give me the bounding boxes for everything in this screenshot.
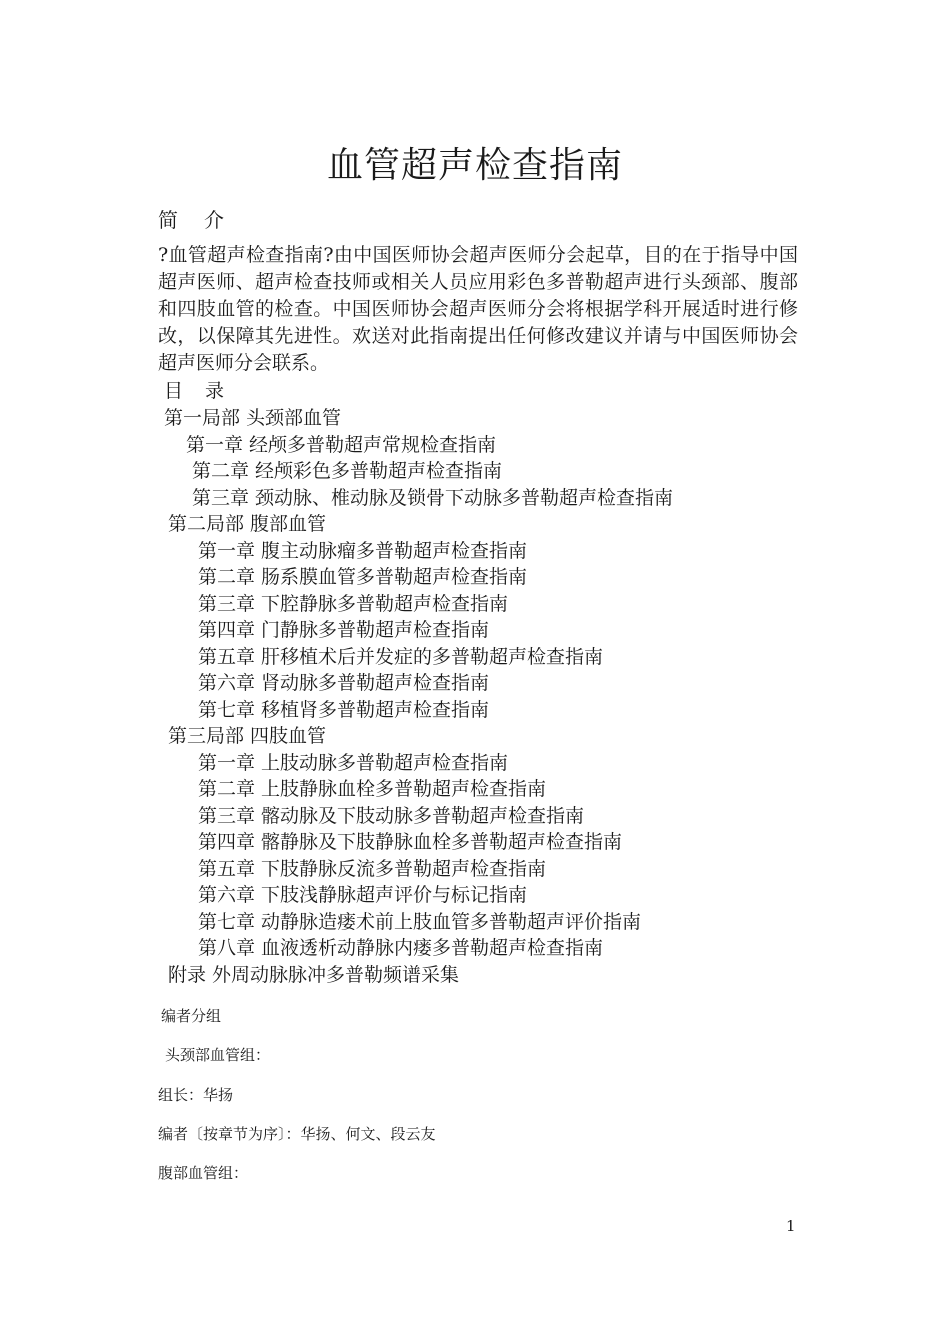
toc-chapter-num: 第五章 [198,858,256,880]
toc-part-3 [168,723,326,749]
intro-heading [158,206,224,234]
toc-chapter-title: 移植肾多普勒超声检查指南 [261,699,490,721]
toc-chapter-title: 门静脉多普勒超声检查指南 [261,619,490,641]
toc-chapter-num: 第六章 [198,884,256,906]
toc-chapter [198,591,508,617]
toc-chapter-title: 下肢静脉反流多普勒超声检查指南 [261,858,547,880]
toc-chapter-num: 第二章 [198,566,256,588]
toc-chapter-num: 第二章 [198,778,256,800]
toc-part-label: 第三局部 [168,725,245,747]
toc-chapter-title: 经颅多普勒超声常规检查指南 [249,434,497,456]
toc-chapter [198,909,641,935]
toc-chapter-num: 第五章 [198,646,256,668]
toc-appendix-label: 附录 [168,964,207,986]
toc-part-title: 四肢血管 [250,725,327,747]
toc-chapter [198,564,527,590]
toc-chapter [198,644,603,670]
toc-chapter-title: 动静脉造瘘术前上肢血管多普勒超声评价指南 [261,911,642,933]
toc-chapter-num: 第一章 [198,752,256,774]
toc-appendix [168,962,459,988]
toc-part-title: 头颈部血管 [246,407,342,429]
abdomen-group-label: 腹部血管组： [158,1164,249,1182]
toc-part-2 [168,511,326,537]
toc-chapter-num: 第二章 [192,460,250,482]
toc-chapter-title: 血液透析动静脉内瘘多普勒超声检查指南 [261,937,604,959]
toc-chapter-title: 下腔静脉多普勒超声检查指南 [261,593,509,615]
toc-chapter-title: 颈动脉、椎动脉及锁骨下动脉多普勒超声检查指南 [255,487,674,509]
editors-heading: 编者分组 [161,1007,222,1025]
toc-chapter [198,750,508,776]
toc-chapter-title: 上肢静脉血栓多普勒超声检查指南 [261,778,547,800]
toc-chapter-title: 腹主动脉瘤多普勒超声检查指南 [261,540,528,562]
toc-chapter-num: 第四章 [198,831,256,853]
head-neck-group-label: 头颈部血管组： [165,1046,271,1064]
toc-chapter [192,458,502,484]
toc-heading [164,378,224,405]
group-members: 编者〔按章节为序〕：华扬、何文、段云友 [158,1125,436,1143]
toc-chapter-title: 髂静脉及下肢静脉血栓多普勒超声检查指南 [261,831,623,853]
toc-chapter-num: 第三章 [198,593,256,615]
intro-paragraph: ?血管超声检查指南?由中国医师协会超声医师分会起草，目的在于指导中国超声医师、超声检查技师或相关人员应用彩色多普勒超声进行头颈部、腹部和四肢血管的检查。中国医师协会超声医师分会将根据学科开展适时进行修改，以保障其先进性。欢送对此指南提出任何修改建议并请与中国医师协会超声医师分会联系。 [158,244,798,374]
intro-heading-part2: 介 [204,208,224,232]
toc-chapter [198,935,603,961]
toc-chapter-num: 第三章 [198,805,256,827]
document-title: 血管超声检查指南 [326,145,623,186]
toc-part-label: 第一局部 [164,407,241,429]
toc-chapter-num: 第八章 [198,937,256,959]
toc-part-label: 第二局部 [168,513,245,535]
toc-chapter [186,432,496,458]
toc-chapter-num: 第四章 [198,619,256,641]
toc-chapter [198,882,527,908]
toc-chapter-title: 肾动脉多普勒超声检查指南 [261,672,490,694]
toc-chapter-title: 髂动脉及下肢动脉多普勒超声检查指南 [261,805,585,827]
toc-part-1 [164,405,341,431]
toc-chapter [198,617,489,643]
toc-chapter-num: 第七章 [198,911,256,933]
toc-chapter [198,697,489,723]
toc-chapter-title: 肝移植术后并发症的多普勒超声检查指南 [261,646,604,668]
toc-chapter-title: 上肢动脉多普勒超声检查指南 [261,752,509,774]
toc-chapter-num: 第六章 [198,672,256,694]
toc-part-title: 腹部血管 [250,513,327,535]
toc-chapter-num: 第一章 [198,540,256,562]
toc-chapter-title: 肠系膜血管多普勒超声检查指南 [261,566,528,588]
toc-chapter-title: 下肢浅静脉超声评价与标记指南 [261,884,528,906]
toc-heading-part2: 录 [205,380,225,402]
page-number: 1 [786,1217,796,1235]
toc-chapter [198,829,622,855]
toc-chapter-num: 第一章 [186,434,244,456]
toc-chapter [198,670,489,696]
toc-chapter-num: 第三章 [192,487,250,509]
toc-chapter [198,803,584,829]
toc-chapter [198,776,546,802]
toc-appendix-title: 外周动脉脉冲多普勒频谱采集 [212,964,460,986]
toc-chapter [192,485,673,511]
toc-chapter [198,856,546,882]
toc-chapter-title: 经颅彩色多普勒超声检查指南 [255,460,503,482]
intro-heading-part1: 简 [158,208,178,232]
toc-heading-part1: 目 [164,380,184,402]
toc-chapter [198,538,527,564]
group-leader: 组长：华扬 [158,1086,234,1104]
toc-chapter-num: 第七章 [198,699,256,721]
